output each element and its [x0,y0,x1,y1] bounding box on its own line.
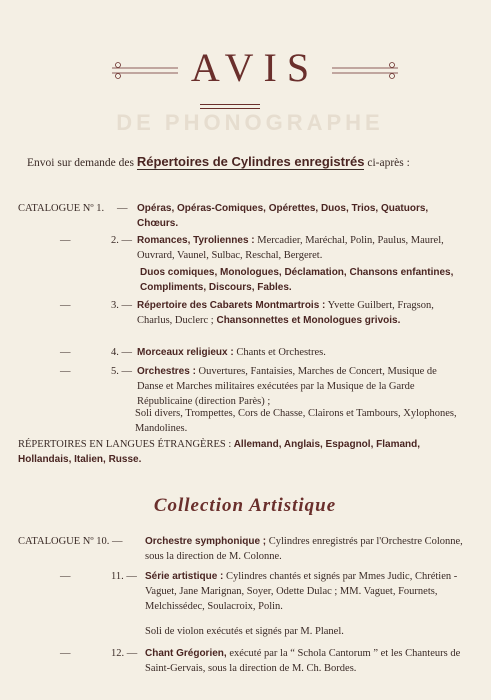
catalogue-10-text [145,534,463,564]
catalogue-5b [135,406,465,436]
catalogue-3-bold2: Chansonnettes et Monologues grivois. [213,315,401,326]
intro-line [27,154,477,169]
intro-post: ci-après : [367,157,410,169]
catalogue-5b-text: Soli divers, Trompettes, Cors de Chasse, Clairons et Tambours, Xylophones, Mandolines. [135,408,457,434]
foreign-languages [18,437,468,467]
catalogue-3-bold: Répertoire des Cabarets Montmartrois : [137,300,326,311]
catalogue-2 [0,233,491,263]
catalogue-1-label: CATALOGUE Nº 1. [18,203,105,214]
catalogue-12 [0,646,491,680]
catalogue-5-num: 5. — [111,366,132,377]
catalogue-4-dash: — [60,347,71,358]
catalogue-11b-text: Soli de violon exécutés et signés par M. Planel. [145,626,344,637]
foreign-languages-list: Allemand, Anglais, Espagnol, Flamand, Hollandais, Italien, Russe. [18,439,421,465]
catalogue-4 [0,345,491,361]
title-rule-2 [200,108,260,109]
catalogue-1-bold: Opéras, Opéras-Comiques, Opérettes, Duos, Trios, Quatuors, Chœurs. [137,203,429,229]
catalogue-11-detail: Cylindres chantés et signés par Mmes Judic, Chrétien - Vaguet, Jane Marignan, Soyer, Odette Dulac ; MM. Vaguet, Fournets, Melchissédec, Soulacroix, Polin. [145,571,458,612]
intro-emphasis: Répertoires de Cylindres enregistrés [136,154,365,169]
catalogue-2b-text [140,265,462,295]
catalogue-11-num: 11. — [111,571,137,582]
page-title: AVIS [190,45,320,90]
catalogue-11-dash: — [60,571,71,582]
catalogue-1 [0,199,491,229]
catalogue-12-num: 12. — [111,648,138,659]
catalogue-5-dash: — [60,366,71,377]
catalogue-12-dash: — [60,648,71,659]
catalogue-12-detail: exécuté par la “ Schola Cantorum ” et les Chanteurs de Saint-Gervais, sous la direction de M. Ch. Bordes. [145,648,461,674]
catalogue-11b [145,624,465,640]
catalogue-10-detail: Cylindres enregistrés par l'Orchestre Colonne, sous la direction de M. Colonne. [145,536,463,562]
catalogue-3-num: 3. — [111,300,132,311]
catalogue-3-artists: Yvette Guilbert, Fragson, Charlus, Duclerc ; [137,300,434,326]
catalogue-11-bold: Série artistique : [145,571,224,582]
catalogue-5-bold: Orchestres : [137,366,196,377]
ghost-text: DE PHONOGRAPHE [116,110,384,135]
foreign-languages-text [18,437,463,467]
catalogue-10 [0,534,491,564]
catalogue-1-text [137,201,462,231]
catalogue-2-dash: — [60,235,71,246]
catalogue-4-text [137,345,462,360]
catalogue-12-text [145,646,463,676]
intro-pre: Envoi sur demande des [27,157,134,169]
catalogue-2b [137,265,462,295]
catalogue-11-text [145,569,463,614]
catalogue-4-bold: Morceaux religieux : [137,347,234,358]
catalogue-2-artists: Mercadier, Maréchal, Polin, Paulus, Maurel, Ouvrard, Vaunel, Sulbac, Reschal, Bergeret. [137,235,444,261]
catalogue-10-bold: Orchestre symphonique ; [145,536,267,547]
title-rule [200,104,260,105]
catalogue-12-bold: Chant Grégorien, [145,648,227,659]
catalogue-11 [0,569,491,619]
catalogue-2-num: 2. — [111,235,132,246]
catalogue-2-text [137,233,462,263]
catalogue-5-text [137,364,462,409]
catalogue-4-detail: Chants et Orchestres. [233,347,326,358]
catalogue-3 [0,298,491,338]
catalogue-2b-bold: Duos comiques, Monologues, Déclamation, Chansons enfantines, Compliments, Discours, Fables. [140,267,454,293]
catalogue-3-dash: — [60,300,71,311]
catalogue-2-bold: Romances, Tyroliennes : [137,235,255,246]
right-flourish-icon [330,56,400,86]
foreign-languages-label: RÉPERTOIRES EN LANGUES ÉTRANGÈRES : [18,439,232,450]
catalogue-1-dash: — [117,203,128,214]
catalogue-4-num: 4. — [111,347,132,358]
catalogue-5-detail: Ouvertures, Fantaisies, Marches de Concert, Musique de Danse et Marches militaires exécutées par la Musique de la Garde Républicaine (direction Parès) ; [137,366,437,407]
catalogue-10-label: CATALOGUE Nº 10. — [18,536,123,547]
collection-title: Collection Artistique [153,495,337,516]
catalogue-5 [0,364,491,409]
catalogue-3-text [137,298,462,328]
